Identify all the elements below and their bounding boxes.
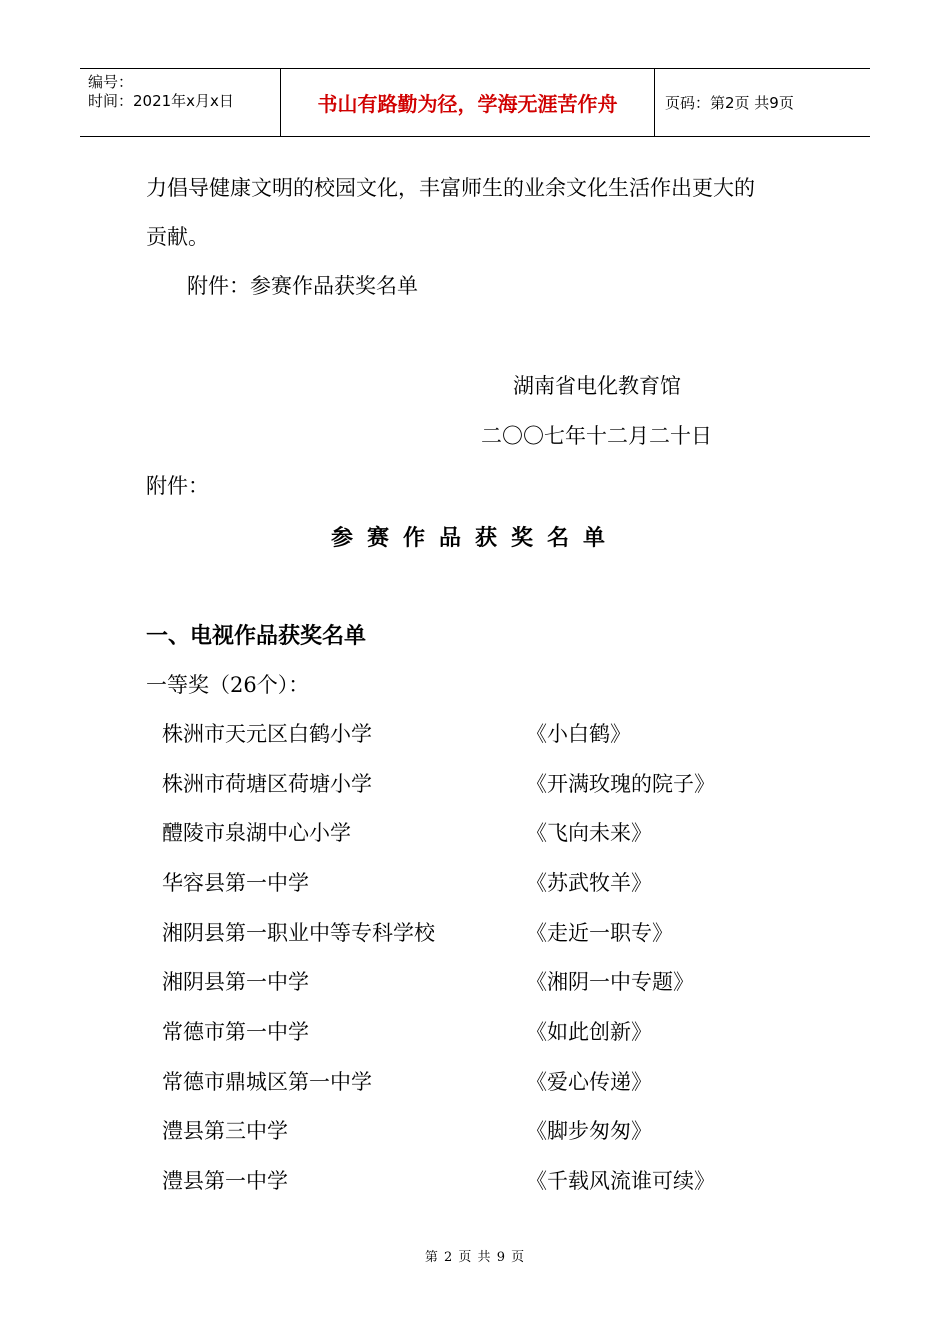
- header-motto: 书山有路勤为径，学海无涯苦作舟: [281, 69, 655, 136]
- body-line-2: 贡献。: [146, 225, 209, 249]
- school-name: 澧县第三中学: [162, 1119, 288, 1143]
- header-page-info: 页码：第2页 共9页: [665, 94, 794, 112]
- work-title: 《走近一职专》: [526, 921, 673, 945]
- school-name: 湘阴县第一中学: [162, 970, 309, 994]
- list-item: [162, 966, 862, 998]
- list-item: [162, 1115, 862, 1147]
- list-item: [162, 1066, 862, 1098]
- section-title: 一、电视作品获奖名单: [146, 624, 367, 649]
- issue-date: 二〇〇七年十二月二十日: [481, 424, 712, 448]
- list-item: [162, 817, 862, 849]
- school-name: 华容县第一中学: [162, 871, 309, 895]
- work-title: 《如此创新》: [526, 1020, 652, 1044]
- page-header: [80, 68, 870, 137]
- work-title: 《脚步匆匆》: [526, 1119, 652, 1143]
- issuing-org: 湖南省电化教育馆: [513, 374, 681, 398]
- work-title: 《千载风流谁可续》: [526, 1169, 715, 1193]
- list-item: [162, 768, 862, 800]
- work-title: 《湘阴一中专题》: [526, 970, 694, 994]
- work-title: 《苏武牧羊》: [526, 871, 652, 895]
- school-name: 株洲市荷塘区荷塘小学: [162, 772, 372, 796]
- school-name: 澧县第一中学: [162, 1169, 288, 1193]
- work-title: 《小白鹤》: [526, 722, 631, 746]
- list-item: [162, 917, 862, 949]
- school-name: 湘阴县第一职业中等专科学校: [162, 921, 435, 945]
- list-item: [162, 867, 862, 899]
- work-title: 《飞向未来》: [526, 821, 652, 845]
- list-title: 参赛作品获奖名单: [330, 526, 619, 551]
- school-name: 常德市鼎城区第一中学: [162, 1070, 372, 1094]
- attachment-label: 附件：: [146, 474, 209, 498]
- body-line-1: 力倡导健康文明的校园文化，丰富师生的业余文化生活作出更大的: [146, 176, 755, 200]
- attachment-note: 附件：参赛作品获奖名单: [187, 274, 418, 298]
- work-title: 《爱心传递》: [526, 1070, 652, 1094]
- list-item: [162, 718, 862, 750]
- school-name: 常德市第一中学: [162, 1020, 309, 1044]
- header-meta: [80, 69, 281, 136]
- award-level: 一等奖（26个）：: [146, 673, 310, 697]
- work-title: 《开满玫瑰的院子》: [526, 772, 715, 796]
- number-label: 编号：: [88, 73, 134, 91]
- school-name: 株洲市天元区白鹤小学: [162, 722, 372, 746]
- page-footer: 第 2 页 共 9 页: [424, 1250, 526, 1265]
- list-item: [162, 1165, 862, 1197]
- time-label: 时间：2021年x月x日: [88, 92, 234, 110]
- school-name: 醴陵市泉湖中心小学: [162, 821, 351, 845]
- list-item: [162, 1016, 862, 1048]
